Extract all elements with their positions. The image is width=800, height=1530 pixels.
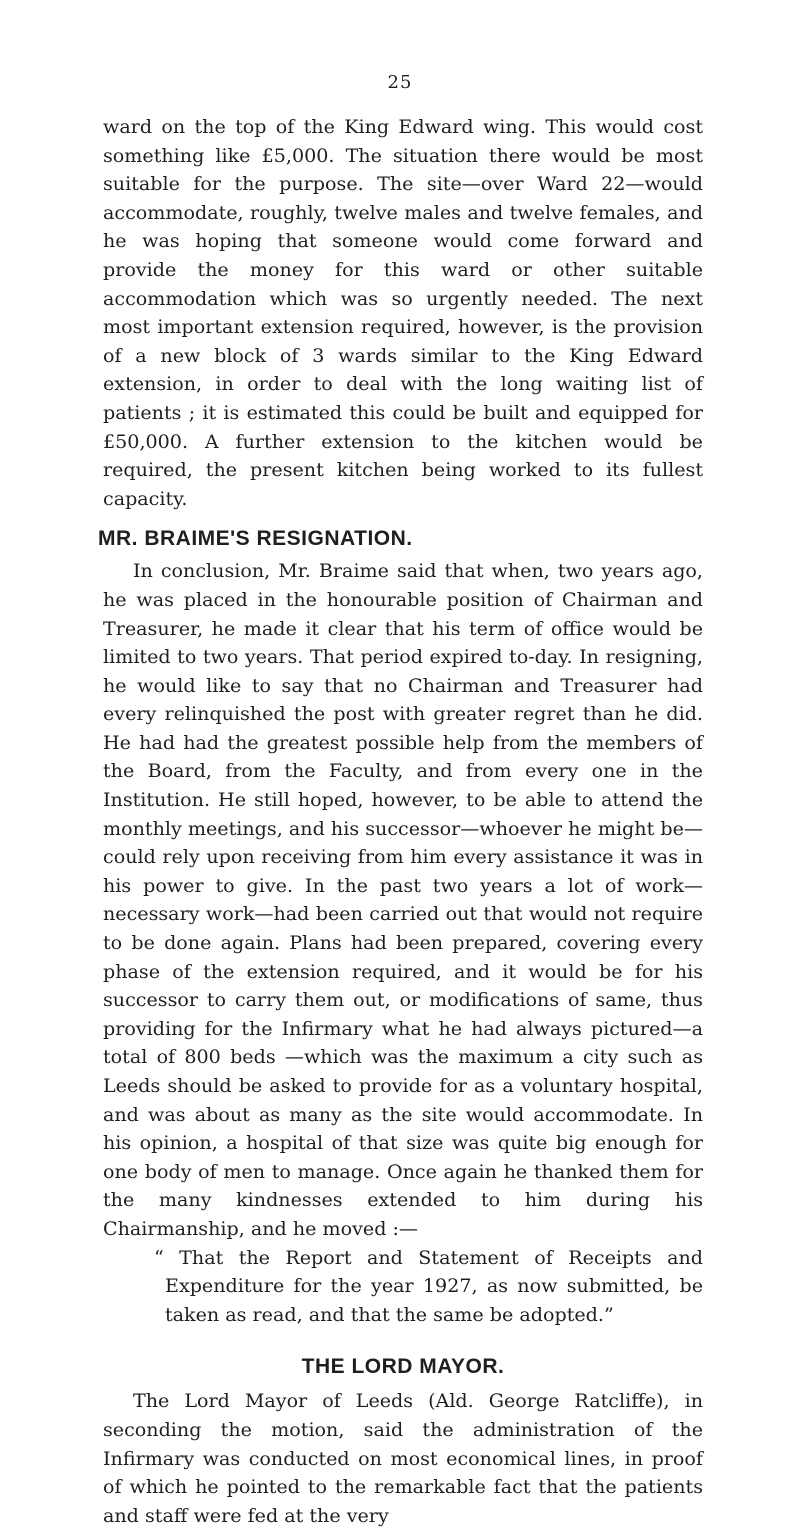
section-heading-lord-mayor: THE LORD MAYOR.	[301, 1355, 505, 1379]
paragraph-lord-mayor: The Lord Mayor of Leeds (Ald. George Ratcliffe), in seconding the motion, said the administration of the Infirmary was conducted on most economical lines, in proof of which he pointed to the remarkable fact that the patients and staff were fed at the very	[103, 1389, 703, 1527]
page-number: 25	[387, 72, 413, 93]
document-body	[98, 113, 703, 1530]
section-heading-resignation: MR. BRAIME'S RESIGNATION.	[98, 527, 413, 551]
paragraph-ward-extension: ward on the top of the King Edward wing. This would cost something like £5,000. The situation there would be most suitable for the purpose. The site—over Ward 22—would accommodate, roughly, twelve males and twelve females, and he was hoping that someone would come forward and provide the money for this ward or other suitable accommodation which was so urgently needed. The next most important extension required, however, is the provision of a new block of 3 wards similar to the King Edward extension, in order to deal with the long waiting list of patients ; it is estimated this could be built and equipped for £50,000. A further extension to the kitchen would be required, the present kitchen being worked to its fullest capacity.	[103, 115, 703, 510]
motion-quote: “ That the Report and Statement of Receipts and Expenditure for the year 1927, as now submitted, be taken as read, and that the same be adopted.”	[154, 1245, 703, 1326]
paragraph-resignation: In conclusion, Mr. Braime said that when, two years ago, he was placed in the honourable position of Chairman and Treasurer, he made it clear that his term of office would be limited to two years. That period expired to-day. In resigning, he would like to say that no Chairman and Treasurer had every relinquished the post with greater regret than he did. He had had the greatest possible help from the members of the Board, from the Faculty, and from every one in the Institution. He still hoped, however, to be able to attend the monthly meetings, and his successor—whoever he might be—could rely upon receiving from him every assistance it was in his power to give. In the past two years a lot of work—necessary work—had been carried out that would not require to be done again. Plans had been prepared, covering every phase of the extension required, and it would be for his successor to carry them out, or modifications of same, thus providing for the Infirmary what he had always pictured—a total of 800 beds —which was the maximum a city such as Leeds should be asked to provide for as a voluntary hospital, and was about as many as the site would accommodate. In his opinion, a hospital of that size was quite big enough for one body of men to manage. Once again he thanked them for the many kindnesses extended to him during his Chairmanship, and he moved :—	[103, 559, 703, 1240]
